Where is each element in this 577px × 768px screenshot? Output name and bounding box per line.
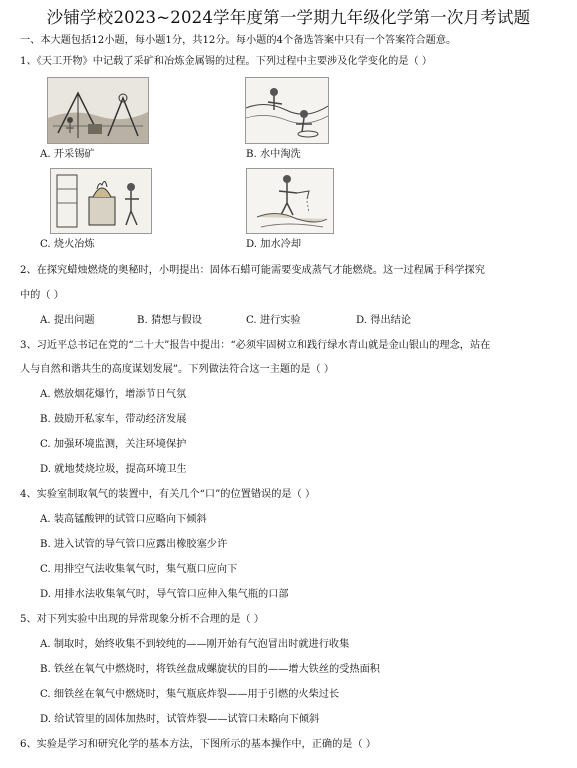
question-6-stem: 6、实验是学习和研究化学的基本方法，下图所示的基本操作中，正确的是（ ） — [20, 739, 377, 750]
question-1-stem: 1、《天工开物》中记载了采矿和冶炼金属锡的过程。下列过程中主要涉及化学变化的是（ ） — [20, 56, 433, 67]
q1-option-a: A. 开采锡矿 — [40, 149, 95, 160]
mining-illustration — [47, 77, 149, 144]
q4-option-b: B. 进入试管的导气管口应露出橡胶塞少许 — [40, 539, 228, 550]
q2-option-d: D. 得出结论 — [356, 315, 412, 326]
q3-option-d: D. 就地焚烧垃圾，提高环境卫生 — [40, 464, 187, 475]
q3-option-b: B. 鼓励开私家车，带动经济发展 — [40, 414, 187, 425]
q4-option-c: C. 用排空气法收集氧气时，集气瓶口应向下 — [40, 564, 238, 575]
q2-option-c: C. 进行实验 — [246, 315, 301, 326]
question-2-stem-line-1: 2、在探究蜡烛燃烧的奥秘时，小明提出：固体石蜡可能需要变成蒸气才能燃烧。这一过程属于科学探究 — [20, 265, 485, 276]
washing-illustration — [245, 77, 329, 144]
q2-option-b: B. 猜想与假设 — [137, 315, 202, 326]
question-2-stem-line-2: 中的（ ） — [20, 290, 64, 301]
q2-option-a: A. 提出问题 — [40, 315, 95, 326]
question-3-stem-line-1: 3、习近平总书记在党的“二十大”报告中提出：“必须牢固树立和践行绿水青山就是金山银山的理念，站在 — [20, 340, 491, 351]
section-instructions: 一、本大题包括12小题，每小题1分，共12分。每小题的4个备选答案中只有一个答案符合题意。 — [20, 35, 457, 46]
q4-option-d: D. 用排水法收集氧气时，导气管口应伸入集气瓶的口部 — [40, 589, 289, 600]
q4-option-a: A. 装高锰酸钾的试管口应略向下倾斜 — [40, 514, 207, 525]
q3-option-a: A. 燃放烟花爆竹，增添节日气氛 — [40, 389, 187, 400]
q1-option-c: C. 烧火冶炼 — [40, 239, 95, 250]
q5-option-c: C. 细铁丝在氧气中燃烧时，集气瓶底炸裂——用于引燃的火柴过长 — [40, 689, 340, 700]
page-title: 沙铺学校2023~2024学年度第一学期九年级化学第一次月考试题 — [46, 8, 531, 27]
question-4-stem: 4、实验室制取氧气的装置中，有关几个“口”的位置错误的是（ ） — [20, 489, 316, 500]
q1-option-b: B. 水中淘洗 — [246, 149, 301, 160]
q5-option-d: D. 给试管里的固体加热时，试管炸裂——试管口未略向下倾斜 — [40, 714, 320, 725]
question-5-stem: 5、对下列实验中出现的异常现象分析不合理的是（ ） — [20, 614, 265, 625]
q1-option-d: D. 加水冷却 — [246, 239, 302, 250]
cooling-illustration — [246, 168, 334, 234]
q5-option-a: A. 制取时，始终收集不到较纯的——刚开始有气泡冒出时就进行收集 — [40, 639, 350, 650]
q5-option-b: B. 铁丝在氧气中燃烧时，将铁丝盘成螺旋状的目的——增大铁丝的受热面积 — [40, 664, 380, 675]
question-3-stem-line-2: 人与自然和谐共生的高度谋划发展”。下列做法符合这一主题的是（ ） — [20, 364, 335, 375]
smelting-illustration — [50, 168, 152, 234]
q3-option-c: C. 加强环境监测，关注环境保护 — [40, 439, 187, 450]
